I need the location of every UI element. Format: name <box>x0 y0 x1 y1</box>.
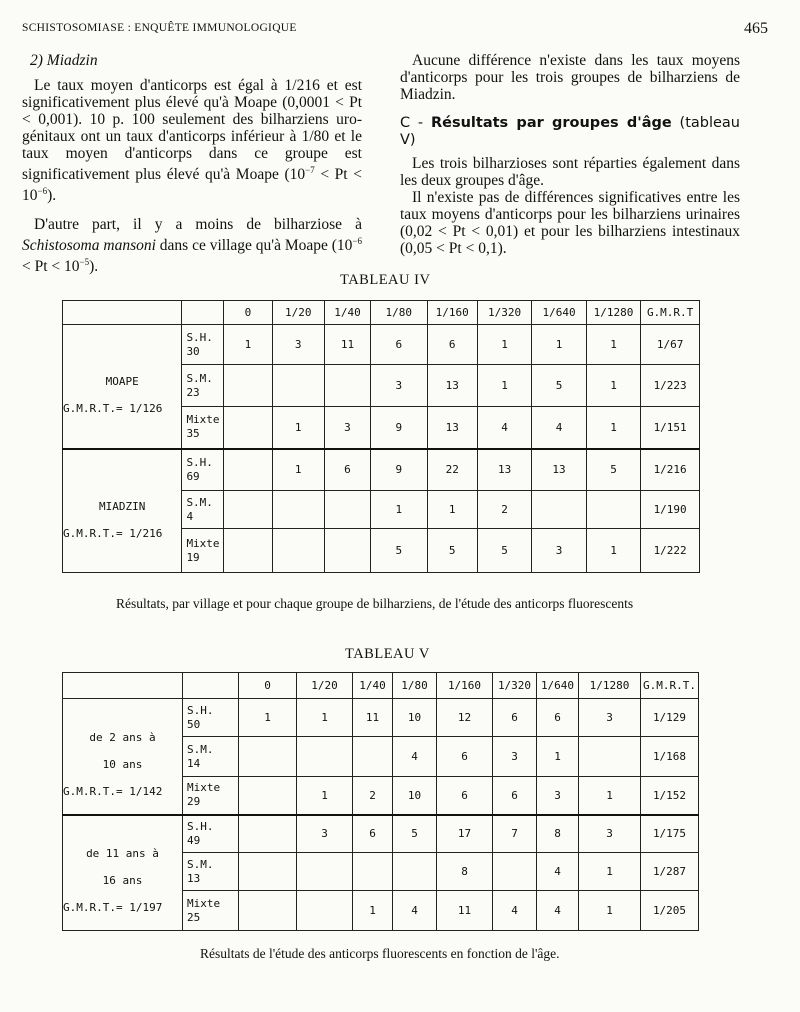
gmrt-cell: 1/151 <box>641 407 700 449</box>
table-cell: 6 <box>427 325 477 365</box>
age-group-gmrt: G.M.R.T.= 1/142 <box>63 784 163 798</box>
corner-cell <box>63 301 182 325</box>
table-cell <box>239 815 297 853</box>
table-cell: 9 <box>371 407 428 449</box>
table-cell: 1 <box>272 449 324 491</box>
table-cell: 4 <box>532 407 586 449</box>
table-cell: 6 <box>437 777 493 815</box>
table-cell: 3 <box>493 737 537 777</box>
paragraph-miadzin-rate <box>22 77 362 204</box>
column-header: 1/20 <box>297 673 353 699</box>
subgroup-count: 35 <box>186 427 200 441</box>
paragraph-no-difference: Aucune différence n'existe dans les taux moyens d'anticorps pour les trois groupes de bilharziens de Miadzin. <box>400 52 740 103</box>
corner-cell <box>183 673 239 699</box>
table-cell: 8 <box>437 853 493 891</box>
subgroup-type: S.H. <box>187 703 214 717</box>
table-cell <box>272 529 324 573</box>
group-label-cell <box>63 449 182 573</box>
column-header: 1/80 <box>371 301 428 325</box>
village-name: MOAPE <box>105 375 139 389</box>
paragraph-distribution: Les trois bilharzioses sont réparties également dans les deux groupes d'âge. <box>400 155 740 189</box>
tableau-iv-caption: Résultats, par village et pour chaque groupe de bilharziens, de l'étude des anticorps fluorescents <box>116 596 634 611</box>
table-cell: 5 <box>586 449 640 491</box>
section-title: Résultats par groupes d'âge <box>430 115 672 131</box>
column-header: G.M.R.T <box>641 301 700 325</box>
subgroup-label-cell <box>183 853 239 891</box>
table-cell <box>239 853 297 891</box>
table-row <box>63 699 699 737</box>
page-header <box>22 20 768 40</box>
subgroup-type: Mixte <box>186 413 220 427</box>
table-cell <box>324 491 370 529</box>
table-cell: 1 <box>297 699 353 737</box>
subgroup-count: 13 <box>187 871 201 885</box>
gmrt-cell: 1/222 <box>641 529 700 573</box>
table-cell: 11 <box>324 325 370 365</box>
column-header: 1/1280 <box>586 301 640 325</box>
table-cell: 13 <box>427 365 477 407</box>
gmrt-cell: 1/168 <box>641 737 699 777</box>
table-cell: 3 <box>272 325 324 365</box>
subheading-miadzin: 2) Miadzin <box>30 52 98 69</box>
village-gmrt: G.M.R.T.= 1/216 <box>63 526 163 540</box>
table-cell: 13 <box>427 407 477 449</box>
table-cell: 1 <box>239 699 297 737</box>
table-cell: 13 <box>477 449 531 491</box>
table-cell: 1 <box>353 891 393 931</box>
species-name: Schistosoma mansoni <box>22 237 156 255</box>
column-header: 0 <box>239 673 297 699</box>
group-label-cell <box>63 325 182 449</box>
column-header: 1/320 <box>493 673 537 699</box>
table-cell <box>297 891 353 931</box>
subgroup-label-cell <box>182 407 224 449</box>
para-text: < Pt < 10 <box>22 258 80 276</box>
table-row <box>63 449 700 491</box>
subgroup-count: 14 <box>187 756 201 770</box>
subgroup-type: S.M. <box>186 371 213 385</box>
para-text: D'autre part, il y a moins de bilharziose à <box>34 216 362 234</box>
table-cell: 1 <box>579 777 641 815</box>
subgroup-count: 30 <box>186 344 200 358</box>
subgroup-count: 4 <box>186 509 194 523</box>
table-cell <box>353 737 393 777</box>
table-cell: 2 <box>353 777 393 815</box>
subgroup-count: 50 <box>187 717 201 731</box>
table-cell: 1 <box>586 325 640 365</box>
column-header: 1/40 <box>324 301 370 325</box>
page-number: 465 <box>744 20 768 37</box>
table-cell: 4 <box>537 853 579 891</box>
table-cell: 9 <box>371 449 428 491</box>
age-range-end: 10 ans <box>102 757 143 771</box>
gmrt-cell: 1/152 <box>641 777 699 815</box>
gmrt-cell: 1/175 <box>641 815 699 853</box>
table-cell: 1 <box>224 325 272 365</box>
table-cell: 6 <box>353 815 393 853</box>
table-cell: 3 <box>579 699 641 737</box>
table-cell: 1 <box>586 407 640 449</box>
table-cell: 6 <box>537 699 579 737</box>
table-cell: 4 <box>393 737 437 777</box>
table-cell: 1 <box>477 365 531 407</box>
running-title: SCHISTOSOMIASE : ENQUÊTE IMMUNOLOGIQUE <box>22 22 297 34</box>
tableau-v-title: TABLEAU V <box>345 646 430 662</box>
section-ref: (tableau V) <box>400 115 741 148</box>
gmrt-cell: 1/223 <box>641 365 700 407</box>
table-row <box>63 815 699 853</box>
subgroup-type: S.H. <box>186 330 213 344</box>
para-text: Le taux moyen d'anticorps est égal à 1/216 et est significativement plus élevé qu'à Moape (0,0001 < Pt < 0,001). 10 p. 100 seulement des bilharziens uro-génitaux ont un taux d'anticorps inférieur à 1/80 et le taux moyen d'anticorps dans ce groupe est significativement plus élevé qu'à Moape (10 <box>22 77 362 184</box>
subgroup-count: 19 <box>186 550 200 564</box>
table-cell <box>297 853 353 891</box>
table-cell: 1 <box>579 891 641 931</box>
table-cell: 6 <box>324 449 370 491</box>
subgroup-label-cell <box>183 699 239 737</box>
exponent: −6 <box>352 236 362 247</box>
table-cell: 1 <box>427 491 477 529</box>
table-header-row <box>63 673 699 699</box>
age-group-gmrt: G.M.R.T.= 1/197 <box>63 901 163 915</box>
age-range-start: de 2 ans à <box>89 730 156 744</box>
table-cell: 1 <box>532 325 586 365</box>
column-header: 1/20 <box>272 301 324 325</box>
table-cell: 1 <box>477 325 531 365</box>
column-header: 1/640 <box>532 301 586 325</box>
corner-cell <box>182 301 224 325</box>
para-text: ). <box>47 187 57 205</box>
subgroup-type: Mixte <box>187 781 221 795</box>
gmrt-cell: 1/67 <box>641 325 700 365</box>
table-cell <box>532 491 586 529</box>
table-cell <box>239 777 297 815</box>
gmrt-cell: 1/287 <box>641 853 699 891</box>
subgroup-label-cell <box>183 777 239 815</box>
table-cell: 3 <box>537 777 579 815</box>
table-row <box>63 325 700 365</box>
table-cell <box>239 891 297 931</box>
table-cell <box>324 529 370 573</box>
table-cell: 4 <box>537 891 579 931</box>
exponent: −7 <box>305 165 315 175</box>
table-cell: 4 <box>493 891 537 931</box>
exponent: −6 <box>37 186 48 197</box>
tableau-v-caption: Résultats de l'étude des anticorps fluorescents en fonction de l'âge. <box>200 946 560 961</box>
gmrt-cell: 1/129 <box>641 699 699 737</box>
subgroup-type: S.M. <box>186 495 213 509</box>
subgroup-label-cell <box>183 891 239 931</box>
table-cell <box>224 449 272 491</box>
column-header: 1/80 <box>393 673 437 699</box>
subgroup-count: 69 <box>186 469 200 483</box>
column-header: 1/320 <box>477 301 531 325</box>
table-cell: 22 <box>427 449 477 491</box>
group-label-cell <box>63 815 183 931</box>
table-cell <box>224 407 272 449</box>
column-header: 0 <box>224 301 272 325</box>
paragraph-mansoni <box>22 216 362 275</box>
section-heading-age <box>400 115 740 149</box>
gmrt-cell: 1/216 <box>641 449 700 491</box>
table-header-row <box>63 301 700 325</box>
subgroup-label-cell <box>182 365 224 407</box>
column-header: 1/160 <box>427 301 477 325</box>
table-cell: 6 <box>493 777 537 815</box>
column-header: 1/1280 <box>579 673 641 699</box>
table-cell: 11 <box>353 699 393 737</box>
subgroup-label-cell <box>182 529 224 573</box>
subgroup-type: S.M. <box>187 857 214 871</box>
table-cell: 7 <box>493 815 537 853</box>
tableau-iv-table <box>62 300 700 573</box>
table-cell <box>324 365 370 407</box>
table-cell <box>224 365 272 407</box>
subgroup-count: 29 <box>187 795 201 809</box>
table-cell <box>272 365 324 407</box>
village-name: MIADZIN <box>99 499 146 513</box>
age-range-start: de 11 ans à <box>86 847 159 861</box>
tableau-v-table <box>62 672 699 931</box>
table-cell: 1 <box>579 853 641 891</box>
table-cell: 2 <box>477 491 531 529</box>
subgroup-type: Mixte <box>187 896 221 910</box>
subgroup-label-cell <box>182 491 224 529</box>
table-cell: 1 <box>371 491 428 529</box>
section-letter: C - <box>400 115 431 131</box>
table-cell: 5 <box>371 529 428 573</box>
gmrt-cell: 1/190 <box>641 491 700 529</box>
table-cell <box>272 491 324 529</box>
subgroup-label-cell <box>183 737 239 777</box>
subgroup-type: S.M. <box>187 742 214 756</box>
left-column <box>22 52 362 276</box>
subgroup-count: 23 <box>186 385 200 399</box>
table-cell: 1 <box>537 737 579 777</box>
para-text: ). <box>89 258 99 276</box>
table-cell: 10 <box>393 777 437 815</box>
exponent: −5 <box>79 257 90 268</box>
table-cell: 3 <box>324 407 370 449</box>
subgroup-count: 25 <box>187 910 201 924</box>
table-cell: 4 <box>393 891 437 931</box>
subgroup-type: Mixte <box>186 536 220 550</box>
gmrt-cell: 1/205 <box>641 891 699 931</box>
table-cell: 1 <box>586 529 640 573</box>
table-cell: 5 <box>477 529 531 573</box>
subgroup-label-cell <box>182 449 224 491</box>
column-header: 1/640 <box>537 673 579 699</box>
table-cell: 3 <box>297 815 353 853</box>
table-cell: 11 <box>437 891 493 931</box>
column-header: 1/40 <box>353 673 393 699</box>
table-cell: 4 <box>477 407 531 449</box>
para-text: dans ce village qu'à Moape (10 <box>155 237 353 255</box>
village-gmrt: G.M.R.T.= 1/126 <box>63 402 163 416</box>
table-cell <box>297 737 353 777</box>
table-cell: 12 <box>437 699 493 737</box>
table-cell: 10 <box>393 699 437 737</box>
table-cell: 5 <box>427 529 477 573</box>
table-cell: 6 <box>437 737 493 777</box>
subgroup-label-cell <box>182 325 224 365</box>
table-cell: 1 <box>272 407 324 449</box>
paragraph-significance: Il n'existe pas de différences significatives entre les taux moyens d'anticorps pour les bilharziens urinaires (0,02 < Pt < 0,01) et pour les bilharziens intestinaux (0,05 < Pt < 0,1). <box>400 189 740 257</box>
column-header: 1/160 <box>437 673 493 699</box>
table-cell <box>393 853 437 891</box>
tableau-iv-title: TABLEAU IV <box>340 272 431 288</box>
table-cell: 3 <box>579 815 641 853</box>
subgroup-type: S.H. <box>187 819 214 833</box>
corner-cell <box>63 673 183 699</box>
table-cell: 1 <box>586 365 640 407</box>
para-text: < Pt < 10 <box>22 166 362 205</box>
subgroup-label-cell <box>183 815 239 853</box>
table-cell: 17 <box>437 815 493 853</box>
table-cell <box>224 529 272 573</box>
table-cell <box>586 491 640 529</box>
table-cell: 3 <box>371 365 428 407</box>
right-column <box>400 52 740 257</box>
table-cell: 5 <box>393 815 437 853</box>
column-header: G.M.R.T. <box>641 673 699 699</box>
table-cell <box>493 853 537 891</box>
table-cell: 6 <box>371 325 428 365</box>
table-cell: 8 <box>537 815 579 853</box>
age-range-end: 16 ans <box>102 874 143 888</box>
subgroup-count: 49 <box>187 833 201 847</box>
table-cell <box>239 737 297 777</box>
table-cell <box>224 491 272 529</box>
table-cell: 5 <box>532 365 586 407</box>
table-cell <box>353 853 393 891</box>
table-cell: 13 <box>532 449 586 491</box>
table-cell <box>579 737 641 777</box>
table-cell: 6 <box>493 699 537 737</box>
group-label-cell <box>63 699 183 815</box>
subgroup-type: S.H. <box>186 455 213 469</box>
table-cell: 3 <box>532 529 586 573</box>
table-cell: 1 <box>297 777 353 815</box>
